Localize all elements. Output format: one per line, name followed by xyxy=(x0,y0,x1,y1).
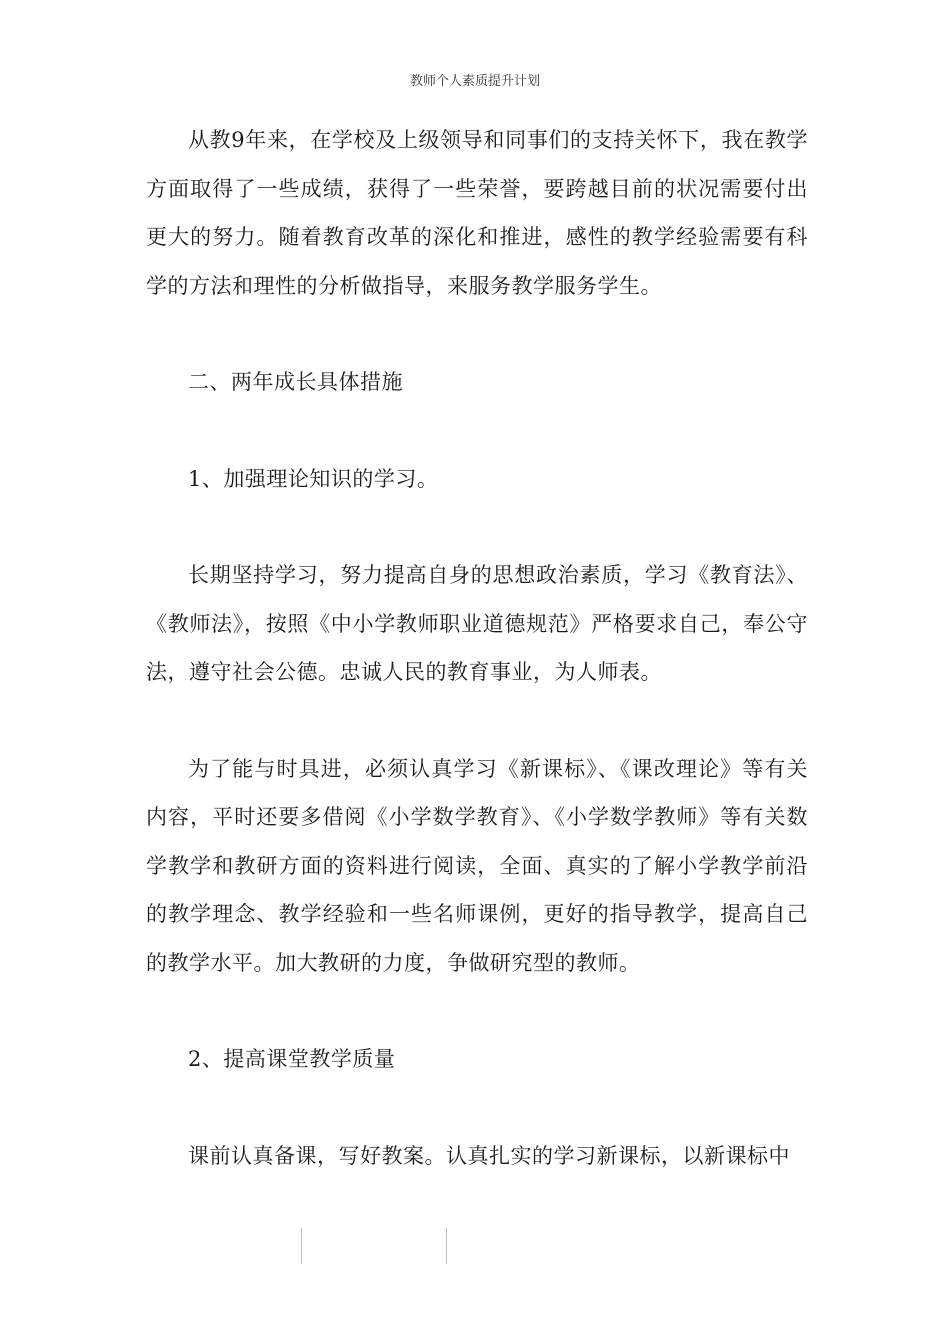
paragraph-long-term-study: 长期坚持学习，努力提高自身的思想政治素质，学习《教育法》、《教师法》，按照《中小学教师职业道德规范》严格要求自己，奉公守法，遵守社会公德。忠诚人民的教育事业，为人师表。 xyxy=(146,563,808,684)
paragraph-lesson-prep: 课前认真备课，写好教案。认真扎实的学习新课标，以新课标中 xyxy=(188,1143,790,1168)
subheading-theory-study: 1、加强理论知识的学习。 xyxy=(188,466,439,491)
paragraph-intro: 从教9年来，在学校及上级领导和同事们的支持关怀下，我在教学方面取得了一些成绩，获得了一些荣誉，要跨越目前的状况需要付出更大的努力。随着教育改革的深化和推进，感性的教学经验需要有科学的方法和理性的分析做指导，来服务教学服务学生。 xyxy=(146,128,808,298)
footer-divider-right xyxy=(446,1228,447,1264)
document-body xyxy=(146,116,808,1180)
footer-divider-left xyxy=(301,1228,302,1264)
paragraph-keep-pace: 为了能与时具进，必须认真学习《新课标》、《课改理论》等有关内容，平时还要多借阅《小学数学教育》、《小学数学教师》等有关数学教学和教研方面的资料进行阅读，全面、真实的了解小学教学前沿的教学理念、教学经验和一些名师课例，更好的指导教学，提高自己的教学水平。加大教研的力度，争做研究型的教师。 xyxy=(146,756,808,975)
page-header-title: 教师个人素质提升计划 xyxy=(409,74,540,89)
subheading-classroom-quality: 2、提高课堂教学质量 xyxy=(188,1047,396,1071)
section-heading-measures: 二、两年成长具体措施 xyxy=(188,370,403,394)
